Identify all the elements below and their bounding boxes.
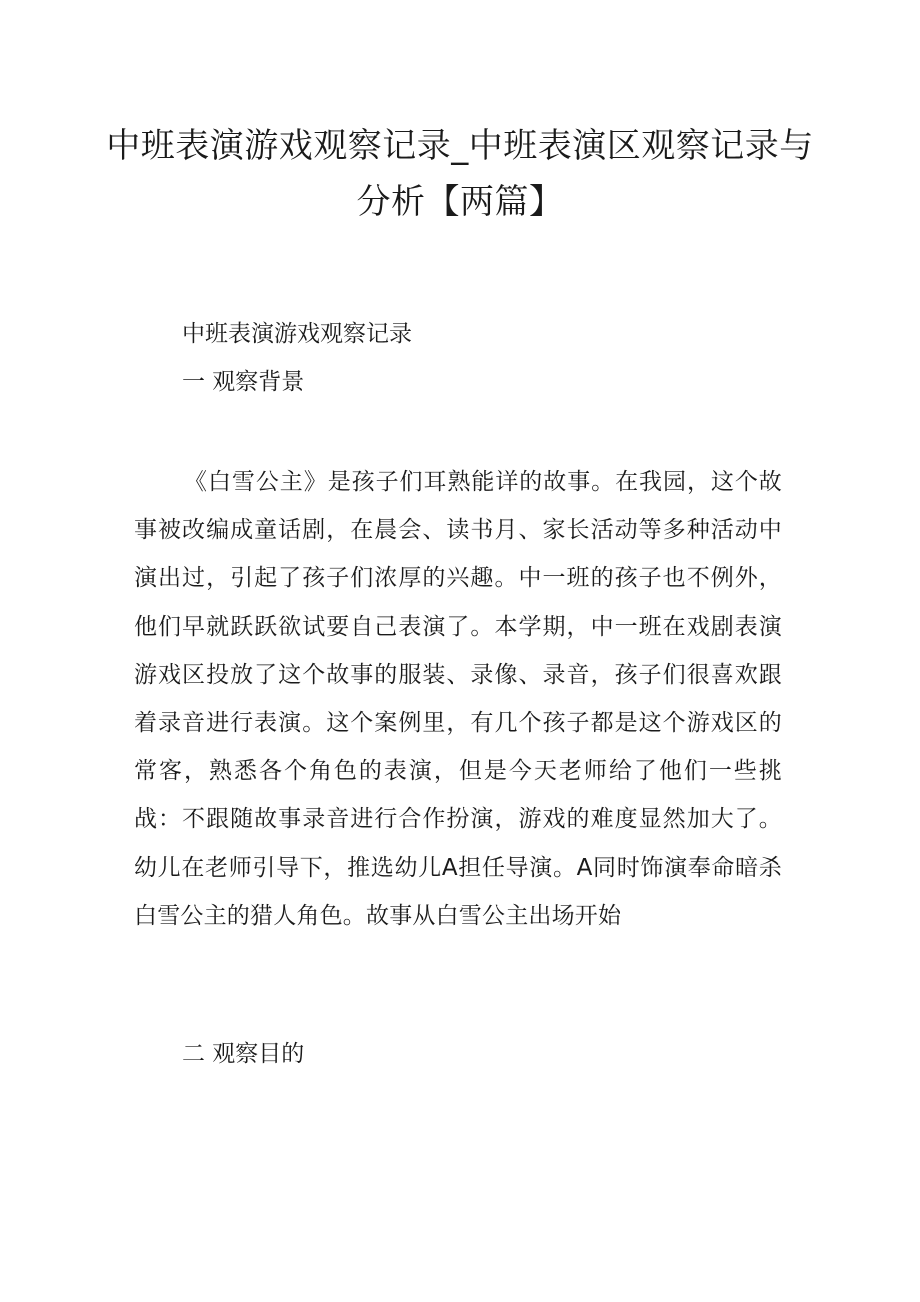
- heading-background: 一 观察背景: [182, 369, 305, 395]
- section-title: 中班表演游戏观察记录: [182, 321, 412, 347]
- document-title: 中班表演游戏观察记录_中班表演区观察记录与分析【两篇】: [106, 126, 814, 222]
- background-paragraph: 《白雪公主》是孩子们耳熟能详的故事。在我园，这个故事被改编成童话剧，在晨会、读书月、家长活动等多种活动中演出过，引起了孩子们浓厚的兴趣。中一班的孩子也不例外，他们早就跃跃欲试要自己表演了。本学期，中一班在戏剧表演游戏区投放了这个故事的服装、录像、录音，孩子们很喜欢跟着录音进行表演。这个案例里，有几个孩子都是这个游戏区的常客，熟悉各个角色的表演，但是今天老师给了他们一些挑战：不跟随故事录音进行合作扮演，游戏的难度显然加大了。幼儿在老师引导下，推选幼儿A担任导演。A同时饰演奉命暗杀白雪公主的猎人角色。故事从白雪公主出场开始: [134, 469, 782, 929]
- heading-goal: 二 观察目的: [182, 1041, 305, 1067]
